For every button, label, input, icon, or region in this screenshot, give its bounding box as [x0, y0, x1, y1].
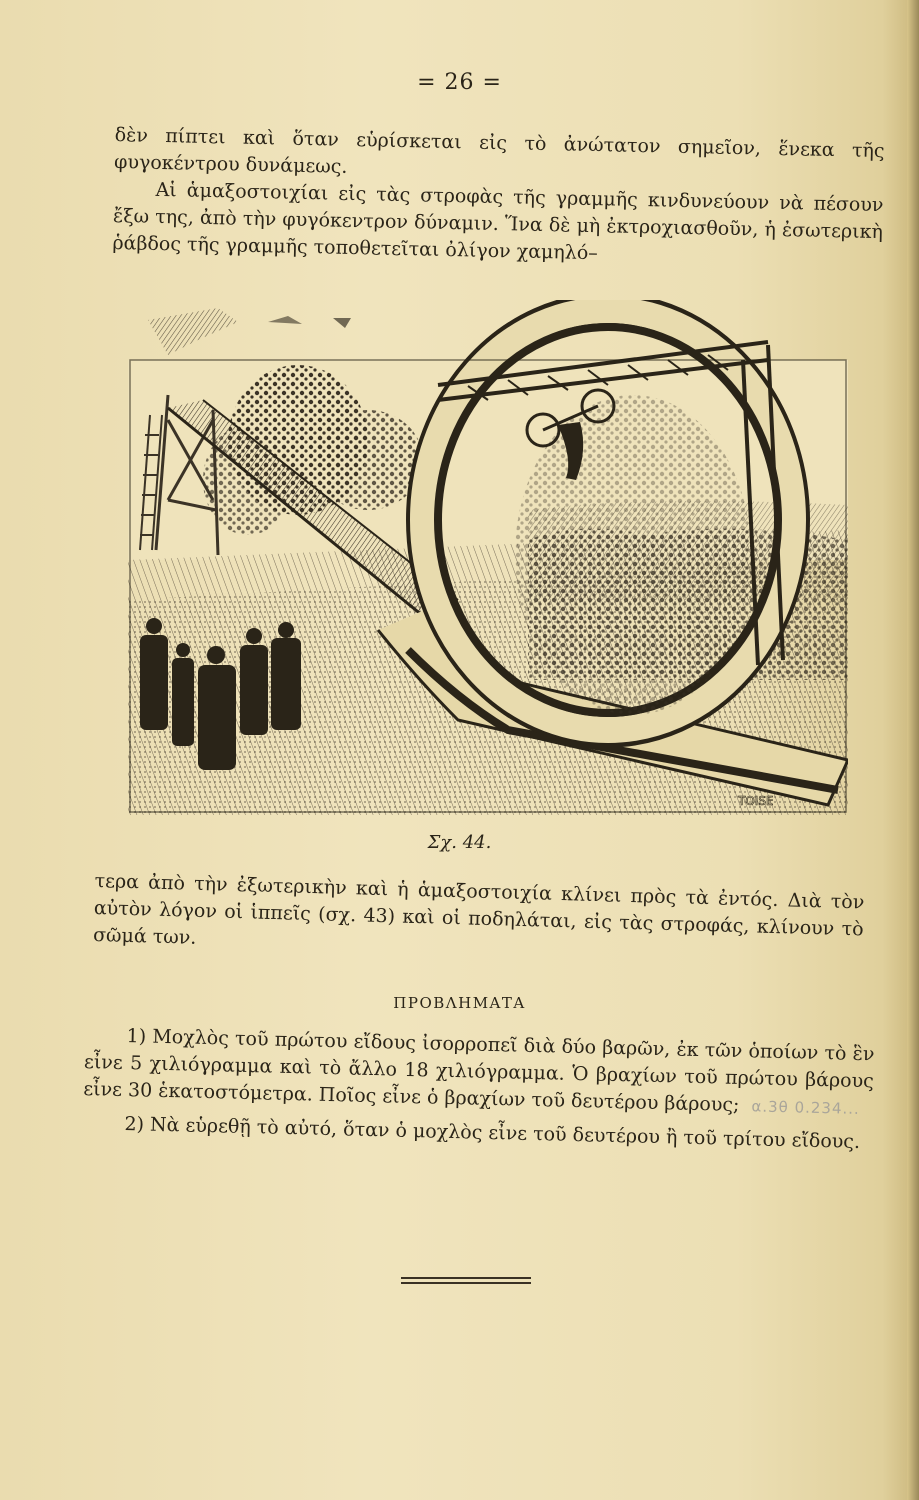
text-after-figure: [93, 868, 865, 970]
figure-caption: Σχ. 44.: [427, 832, 492, 853]
paragraph-centrifugal-force: δὲν πίπτει καὶ ὅταν εὑρίσκεται εἰς τὸ ἀνώτατον σημεῖον, ἕνεκα τῆς φυγοκέντρου δυνάμεως.: [113, 123, 885, 178]
paragraph-continuation: τερα ἀπὸ τὴν ἐξωτερικὴν καὶ ἡ ἁμαξοστοιχία κλίνει πρὸς τὰ ἐντός. Διὰ τὸν αὐτὸν λόγον οἱ ἱππεῖς (σχ. 43) καὶ οἱ ποδηλάται, εἰς τὰς στροφάς, κλίνουν τὸ σῶμά των.: [92, 869, 865, 949]
problem-item: [83, 1022, 875, 1123]
page-edge: [907, 0, 919, 1500]
engraver-signature: TOISE: [738, 794, 774, 808]
problems-list: [82, 1022, 875, 1162]
problem-1-text: 1) Μοχλὸς τοῦ πρώτου εἴδους ἰσορροπεῖ διὰ δύο βαρῶν, ἐκ τῶν ὁποίων τὸ ἓν εἶνε 5 χιλιόγραμμα καὶ τὸ ἄλλο 18 χιλιόγραμμα. Ὁ βραχίων τοῦ πρώτου βάρους εἶνε 30 ἑκατοστόμετρα. Ποῖος εἶνε ὁ βραχίων τοῦ δευτέρου βάρους;: [83, 1025, 875, 1117]
handwritten-note: α.3θ 0.234...: [751, 1097, 861, 1118]
problems-heading: ΠΡΟΒΛΗΜΑΤΑ: [393, 994, 526, 1012]
end-rule: [401, 1277, 531, 1284]
paragraph-trains-curves: Αἱ ἁμαξοστοιχίαι εἰς τὰς στροφὰς τῆς γραμμῆς κινδυνεύουν νὰ πέσουν ἔξω της, ἀπὸ τὴν φυγόκεντρον δύναμιν. Ἵνα δὲ μὴ ἐκτροχιασθοῦν, ἡ ἐσωτερικὴ ῥάβδος τῆς γραμμῆς τοποθετεῖται ὀλίγον χαμηλό–: [112, 178, 884, 265]
page-number: = 26 =: [417, 70, 502, 95]
text-before-figure: [112, 122, 885, 273]
loop-the-loop-engraving: [128, 300, 848, 815]
problem-2-text: 2) Νὰ εὑρεθῇ τὸ αὐτό, ὅταν ὁ μοχλὸς εἶνε τοῦ δευτέρου ἢ τοῦ τρίτου εἴδους.: [124, 1112, 861, 1153]
